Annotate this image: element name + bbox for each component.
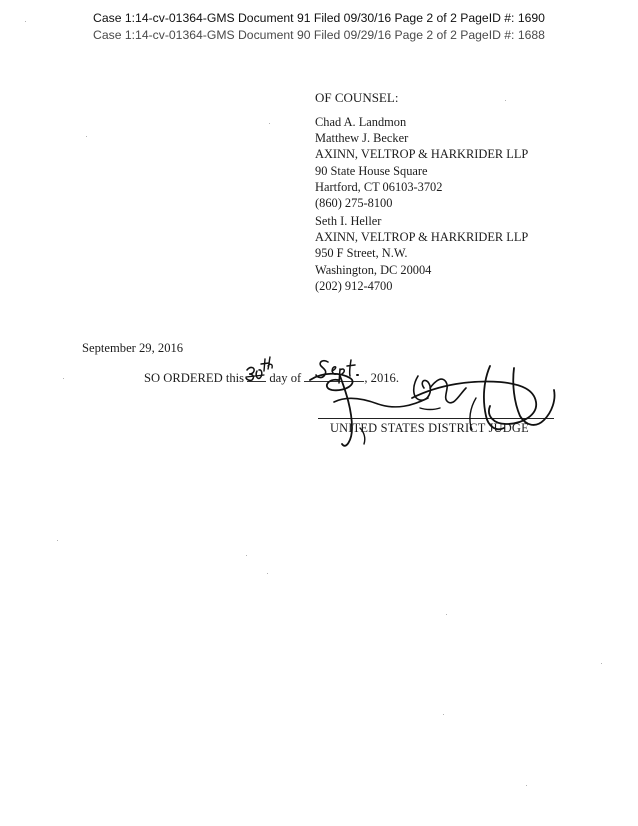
scan-speck xyxy=(57,540,58,541)
scan-speck xyxy=(601,663,602,664)
scan-speck xyxy=(267,573,268,574)
scan-speck xyxy=(269,123,270,124)
scan-speck xyxy=(446,614,447,615)
scan-speck xyxy=(526,785,527,786)
attorney-name: Matthew J. Becker xyxy=(315,131,409,146)
scan-speck xyxy=(246,555,247,556)
scan-speck xyxy=(63,378,64,379)
firm-name: AXINN, VELTROP & HARKRIDER LLP xyxy=(315,147,529,162)
attorney-name: Seth I. Heller xyxy=(315,214,382,228)
counsel-block-hartford xyxy=(315,114,528,211)
counsel-block-washington xyxy=(315,213,528,294)
street-address: 90 State House Square xyxy=(315,163,428,178)
attorney-name: Chad A. Landmon xyxy=(315,115,407,129)
scan-speck xyxy=(86,136,87,137)
day-of-text: day of xyxy=(269,371,302,385)
firm-name: AXINN, VELTROP & HARKRIDER LLP xyxy=(315,230,529,245)
judge-signature xyxy=(300,358,565,453)
phone-number: (860) 275-8100 xyxy=(315,196,393,211)
so-ordered-prefix: SO ORDERED this xyxy=(144,371,245,385)
original-header-stamp: Case 1:14-cv-01364-GMS Document 90 Filed 09/29/16 Page 2 of 2 PageID #: 1688 xyxy=(93,28,545,42)
year-suffix: , 2016. xyxy=(364,371,399,385)
filed-header-stamp: Case 1:14-cv-01364-GMS Document 91 Filed 09/30/16 Page 2 of 2 PageID #: 1690 xyxy=(93,11,545,25)
phone-number: (202) 912-4700 xyxy=(315,278,393,293)
scan-speck xyxy=(443,714,444,715)
of-counsel-heading: OF COUNSEL: xyxy=(315,90,399,105)
scan-speck xyxy=(505,100,506,101)
filing-date: September 29, 2016 xyxy=(82,341,184,355)
judge-title: UNITED STATES DISTRICT JUDGE xyxy=(330,421,529,435)
city-state-zip: Hartford, CT 06103-3702 xyxy=(315,179,443,194)
city-state-zip: Washington, DC 20004 xyxy=(315,262,432,277)
street-address: 950 F Street, N.W. xyxy=(315,246,408,261)
day-blank xyxy=(247,370,266,382)
